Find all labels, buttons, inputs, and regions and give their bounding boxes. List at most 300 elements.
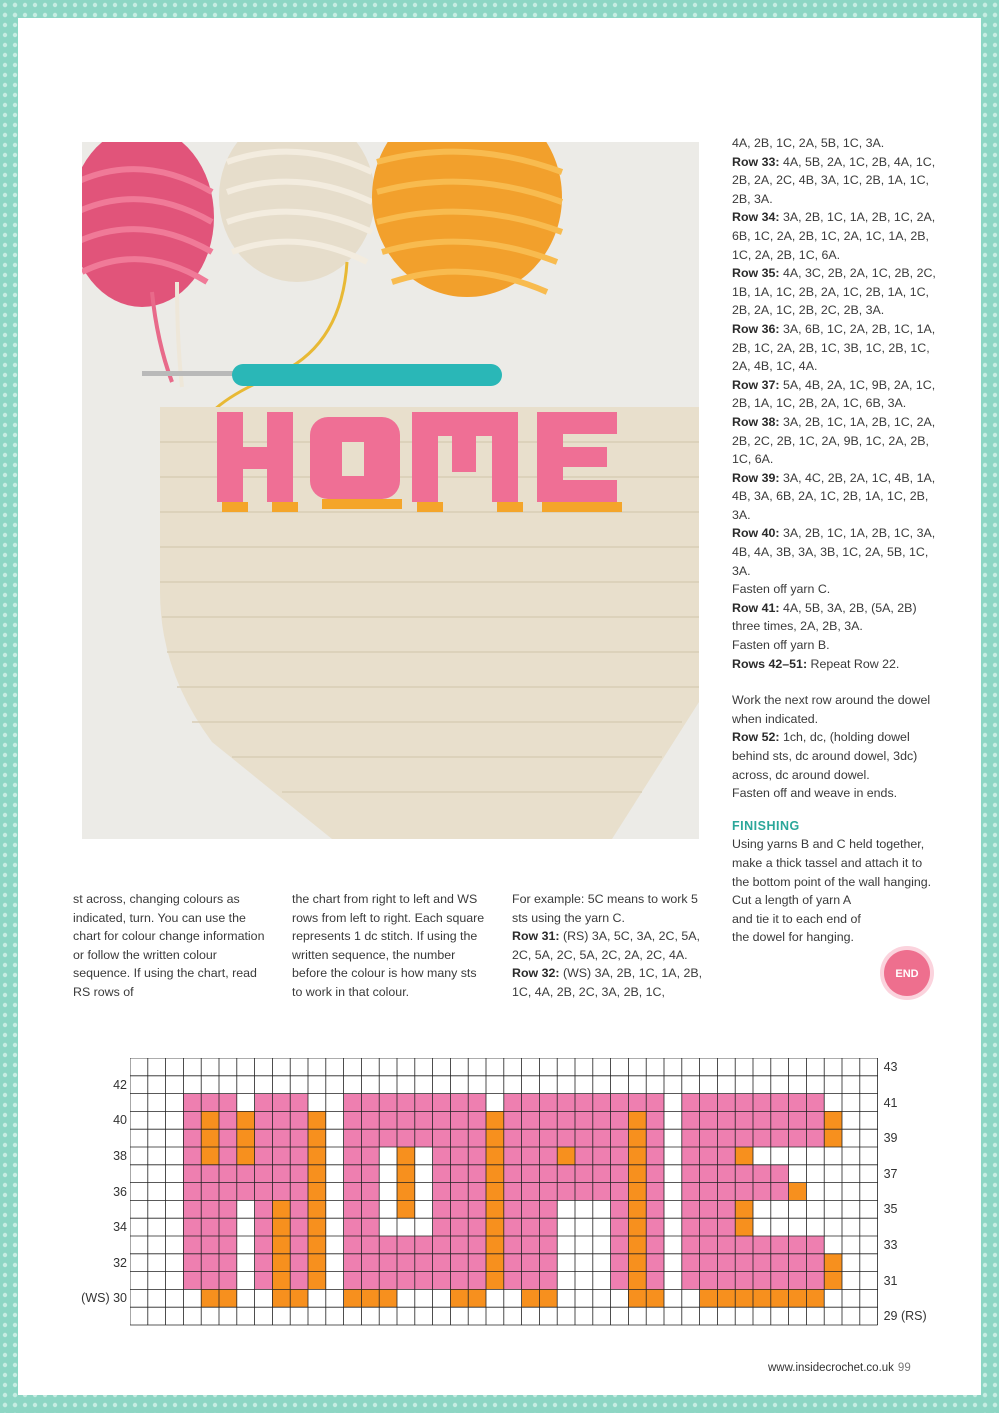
pattern-row-text: 3A, 6B, 1C, 2A, 2B, 1C, 1A, 2B, 1C, 2A, 2B, 1C, 3B, 1C, 2B, 1C, 2A, 4B, 1C, 4A. xyxy=(732,321,936,374)
chart-cell xyxy=(361,1200,379,1218)
pattern-row-label: Row 40: xyxy=(732,526,780,541)
chart-cell xyxy=(539,1218,557,1236)
chart-cell xyxy=(557,1183,575,1201)
chart-cell xyxy=(522,1200,540,1218)
colour-chart-grid xyxy=(130,1058,880,1328)
chart-cell xyxy=(557,1129,575,1147)
pattern-row-text: 3A, 2B, 1C, 1A, 2B, 1C, 3A, 4B, 4A, 3B, 3A, 3B, 1C, 2A, 5B, 1C, 3A. xyxy=(732,526,936,578)
chart-cell xyxy=(735,1272,753,1290)
chart-cell xyxy=(433,1147,451,1165)
crochet-photo xyxy=(82,142,699,839)
chart-cell xyxy=(824,1129,842,1147)
chart-cell xyxy=(575,1129,593,1147)
chart-cell xyxy=(735,1289,753,1307)
chart-cell xyxy=(201,1111,219,1129)
chart-cell xyxy=(628,1236,646,1254)
chart-cell xyxy=(628,1200,646,1218)
chart-cell xyxy=(717,1129,735,1147)
chart-cell xyxy=(201,1272,219,1290)
chart-cell xyxy=(201,1165,219,1183)
chart-cell xyxy=(183,1094,201,1112)
chart-cell xyxy=(237,1129,255,1147)
chart-cell xyxy=(611,1254,629,1272)
chart-cell xyxy=(611,1129,629,1147)
chart-cell xyxy=(201,1147,219,1165)
chart-cell xyxy=(237,1183,255,1201)
chart-cell xyxy=(771,1254,789,1272)
chart-cell xyxy=(183,1147,201,1165)
chart-cell xyxy=(717,1165,735,1183)
chart-cell xyxy=(450,1218,468,1236)
chart-cell xyxy=(522,1272,540,1290)
chart-cell xyxy=(308,1111,326,1129)
chart-cell xyxy=(717,1254,735,1272)
chart-cell xyxy=(379,1111,397,1129)
chart-cell xyxy=(522,1165,540,1183)
chart-cell xyxy=(272,1183,290,1201)
chart-cell xyxy=(183,1183,201,1201)
chart-cell xyxy=(255,1236,273,1254)
chart-cell xyxy=(397,1165,415,1183)
chart-cell xyxy=(628,1254,646,1272)
chart-cell xyxy=(219,1111,237,1129)
chart-cell xyxy=(646,1111,664,1129)
chart-cell xyxy=(415,1272,433,1290)
chart-cell xyxy=(646,1183,664,1201)
pattern-row-label: Row 38: xyxy=(732,414,780,429)
chart-cell xyxy=(433,1183,451,1201)
chart-cell xyxy=(682,1129,700,1147)
chart-cell xyxy=(219,1236,237,1254)
chart-cell xyxy=(735,1218,753,1236)
chart-cell xyxy=(255,1165,273,1183)
pattern-row-label: Row 33: xyxy=(732,154,780,169)
chart-cell xyxy=(201,1094,219,1112)
chart-cell xyxy=(255,1129,273,1147)
pattern-row-text: Fasten off yarn B. xyxy=(732,638,830,653)
chart-cell xyxy=(806,1236,824,1254)
pattern-row-line xyxy=(732,636,942,655)
chart-cell xyxy=(700,1289,718,1307)
chart-cell xyxy=(557,1094,575,1112)
chart-cell xyxy=(700,1165,718,1183)
chart-row-label: 39 xyxy=(883,1131,898,1146)
chart-cell xyxy=(361,1111,379,1129)
chart-cell xyxy=(183,1111,201,1129)
chart-cell xyxy=(806,1094,824,1112)
chart-cell xyxy=(522,1254,540,1272)
chart-cell xyxy=(290,1147,308,1165)
chart-cell xyxy=(450,1272,468,1290)
chart-cell xyxy=(308,1165,326,1183)
chart-cell xyxy=(646,1272,664,1290)
chart-cell xyxy=(753,1272,771,1290)
chart-cell xyxy=(433,1111,451,1129)
chart-cell xyxy=(433,1236,451,1254)
chart-cell xyxy=(486,1272,504,1290)
footer-url: www.insidecrochet.co.uk xyxy=(768,1362,894,1374)
chart-cell xyxy=(272,1289,290,1307)
chart-cell xyxy=(753,1254,771,1272)
chart-cell xyxy=(272,1165,290,1183)
pattern-row-label: Row 41: xyxy=(732,600,780,615)
chart-cell xyxy=(539,1094,557,1112)
pattern-row-text: 5A, 4B, 2A, 1C, 9B, 2A, 1C, 2B, 1A, 1C, 2B, 2A, 1C, 6B, 3A. xyxy=(732,377,936,411)
chart-cell xyxy=(219,1254,237,1272)
pattern-row-line xyxy=(732,376,942,413)
chart-cell xyxy=(539,1272,557,1290)
pattern-row-label: Row 39: xyxy=(732,470,780,485)
chart-cell xyxy=(628,1111,646,1129)
chart-cell xyxy=(308,1236,326,1254)
chart-cell xyxy=(735,1236,753,1254)
chart-row-label: 35 xyxy=(883,1202,898,1217)
chart-cell xyxy=(379,1094,397,1112)
pattern-rows xyxy=(732,134,942,673)
chart-cell xyxy=(433,1272,451,1290)
chart-cell xyxy=(379,1129,397,1147)
chart-cell xyxy=(717,1218,735,1236)
chart-cell xyxy=(682,1094,700,1112)
chart-cell xyxy=(646,1147,664,1165)
chart-cell xyxy=(700,1218,718,1236)
chart-cell xyxy=(504,1129,522,1147)
chart-cell xyxy=(397,1094,415,1112)
chart-cell xyxy=(433,1129,451,1147)
chart-cell xyxy=(255,1254,273,1272)
pattern-row-text: 3A, 4C, 2B, 2A, 1C, 4B, 1A, 4B, 3A, 6B, 2A, 1C, 2B, 1A, 1C, 2B, 3A. xyxy=(732,470,936,522)
chart-cell xyxy=(486,1147,504,1165)
chart-cell xyxy=(735,1111,753,1129)
chart-cell xyxy=(806,1129,824,1147)
pattern-row-text: 3A, 2B, 1C, 1A, 2B, 1C, 2A, 2B, 2C, 2B, 1C, 2A, 9B, 1C, 2A, 2B, 1C, 6A. xyxy=(732,414,936,467)
chart-cell xyxy=(183,1129,201,1147)
chart-cell xyxy=(504,1254,522,1272)
chart-cell xyxy=(468,1094,486,1112)
chart-cell xyxy=(735,1129,753,1147)
chart-cell xyxy=(486,1129,504,1147)
chart-cell xyxy=(806,1111,824,1129)
chart-cell xyxy=(486,1111,504,1129)
chart-cell xyxy=(415,1111,433,1129)
pattern-row-text: Fasten off yarn C. xyxy=(732,582,831,597)
chart-cell xyxy=(611,1183,629,1201)
chart-cell xyxy=(237,1165,255,1183)
chart-cell xyxy=(290,1272,308,1290)
chart-cell xyxy=(575,1147,593,1165)
chart-cell xyxy=(557,1111,575,1129)
chart-cell xyxy=(468,1111,486,1129)
pattern-row-label: Row 34: xyxy=(732,210,780,225)
chart-row-label: 41 xyxy=(883,1095,898,1110)
chart-cell xyxy=(468,1147,486,1165)
page-number: 99 xyxy=(897,1362,911,1374)
chart-cell xyxy=(450,1254,468,1272)
chart-cell xyxy=(753,1111,771,1129)
chart-cell xyxy=(611,1218,629,1236)
chart-cell xyxy=(771,1289,789,1307)
dowel-intro: Work the next row around the dowel when indicated. xyxy=(732,693,931,726)
chart-cell xyxy=(361,1218,379,1236)
chart-cell xyxy=(290,1218,308,1236)
chart-cell xyxy=(771,1094,789,1112)
chart-cell xyxy=(771,1236,789,1254)
chart-cell xyxy=(486,1254,504,1272)
chart-cell xyxy=(183,1218,201,1236)
chart-cell xyxy=(611,1272,629,1290)
row-31 xyxy=(512,927,712,964)
chart-cell xyxy=(468,1289,486,1307)
chart-cell xyxy=(183,1200,201,1218)
chart-cell xyxy=(504,1218,522,1236)
chart-row-label: 33 xyxy=(883,1238,898,1252)
chart-cell xyxy=(628,1218,646,1236)
chart-cell xyxy=(237,1111,255,1129)
chart-cell xyxy=(272,1218,290,1236)
example-text: For example: 5C means to work 5 sts using the yarn C. xyxy=(512,892,698,925)
chart-cell xyxy=(682,1236,700,1254)
chart-cell xyxy=(735,1254,753,1272)
chart-cell xyxy=(272,1129,290,1147)
chart-cell xyxy=(789,1254,807,1272)
chart-cell xyxy=(361,1147,379,1165)
chart-cell xyxy=(219,1289,237,1307)
pattern-row-line xyxy=(732,208,942,264)
chart-cell xyxy=(628,1147,646,1165)
chart-cell xyxy=(308,1218,326,1236)
chart-cell xyxy=(255,1094,273,1112)
chart-cell xyxy=(468,1254,486,1272)
chart-cell xyxy=(806,1272,824,1290)
chart-cell xyxy=(397,1183,415,1201)
chart-cell xyxy=(753,1129,771,1147)
chart-cell xyxy=(771,1272,789,1290)
pattern-row-text: 4A, 3C, 2B, 2A, 1C, 2B, 2C, 1B, 1A, 1C, 2B, 2A, 1C, 2B, 1A, 1C, 2B, 2A, 1C, 2B, 2C, 2B, 3A. xyxy=(732,266,936,318)
text-column-1: st across, changing colours as indicated, turn. You can use the chart for colour change information or follow the written colour sequence. If using the chart, read RS rows of xyxy=(73,892,265,999)
pattern-row-label: Row 36: xyxy=(732,321,780,336)
chart-cell xyxy=(735,1147,753,1165)
chart-cell xyxy=(272,1254,290,1272)
pattern-row-text: 3A, 2B, 1C, 1A, 2B, 1C, 2A, 6B, 1C, 2A, 2B, 1C, 2A, 1C, 1A, 2B, 1C, 2A, 2B, 1C, 6A. xyxy=(732,210,936,262)
chart-cell xyxy=(219,1129,237,1147)
chart-cell xyxy=(682,1254,700,1272)
chart-cell xyxy=(361,1272,379,1290)
chart-cell xyxy=(290,1183,308,1201)
chart-cell xyxy=(344,1254,362,1272)
chart-row-label: 31 xyxy=(883,1273,898,1288)
chart-cell xyxy=(344,1236,362,1254)
chart-cell xyxy=(415,1254,433,1272)
chart-cell xyxy=(522,1129,540,1147)
chart-cell xyxy=(415,1129,433,1147)
text-column-2: the chart from right to left and WS rows from left to right. Each square represents 1 dc stitch. If using the written sequence, the number before the colour is how many sts to work in that colour. xyxy=(292,892,485,999)
chart-cell xyxy=(611,1200,629,1218)
chart-cell xyxy=(522,1218,540,1236)
chart-cell xyxy=(682,1111,700,1129)
chart-cell xyxy=(717,1289,735,1307)
chart-cell xyxy=(682,1183,700,1201)
chart-cell xyxy=(433,1254,451,1272)
chart-cell xyxy=(593,1111,611,1129)
chart-cell xyxy=(753,1236,771,1254)
chart-cell xyxy=(593,1183,611,1201)
chart-cell xyxy=(717,1236,735,1254)
chart-cell xyxy=(344,1272,362,1290)
chart-cell xyxy=(593,1147,611,1165)
chart-cell xyxy=(219,1218,237,1236)
chart-cell xyxy=(397,1147,415,1165)
chart-row-label: (WS) 30 xyxy=(81,1291,127,1306)
chart-cell xyxy=(272,1094,290,1112)
chart-cell xyxy=(700,1129,718,1147)
chart-cell xyxy=(468,1218,486,1236)
chart-cell xyxy=(611,1111,629,1129)
chart-cell xyxy=(717,1094,735,1112)
chart-cell xyxy=(450,1236,468,1254)
chart-cell xyxy=(272,1272,290,1290)
chart-cell xyxy=(468,1165,486,1183)
chart-cell xyxy=(646,1289,664,1307)
chart-cell xyxy=(504,1111,522,1129)
chart-cell xyxy=(682,1218,700,1236)
chart-cell xyxy=(700,1272,718,1290)
chart-cell xyxy=(504,1236,522,1254)
finishing-heading: FINISHING xyxy=(732,818,800,833)
chart-cell xyxy=(290,1129,308,1147)
pattern-row-line xyxy=(732,599,942,636)
chart-cell xyxy=(593,1165,611,1183)
chart-cell xyxy=(753,1183,771,1201)
chart-cell xyxy=(575,1111,593,1129)
chart-cell xyxy=(344,1111,362,1129)
chart-row-label: 36 xyxy=(113,1184,127,1199)
chart-cell xyxy=(522,1236,540,1254)
chart-cell xyxy=(557,1165,575,1183)
chart-row-label: 43 xyxy=(883,1060,898,1074)
chart-cell xyxy=(450,1289,468,1307)
chart-row-label: 40 xyxy=(113,1113,127,1128)
chart-cell xyxy=(379,1236,397,1254)
chart-cell xyxy=(735,1165,753,1183)
chart-cell xyxy=(646,1094,664,1112)
chart-cell xyxy=(504,1200,522,1218)
chart-cell xyxy=(717,1272,735,1290)
chart-cell xyxy=(201,1289,219,1307)
chart-cell xyxy=(450,1147,468,1165)
row-31-label: Row 31: xyxy=(512,929,560,944)
pattern-row-text: Repeat Row 22. xyxy=(807,656,900,671)
chart-cell xyxy=(522,1289,540,1307)
chart-cell xyxy=(682,1147,700,1165)
chart-cell xyxy=(824,1254,842,1272)
chart-cell xyxy=(272,1236,290,1254)
chart-cell xyxy=(255,1111,273,1129)
chart-cell xyxy=(344,1183,362,1201)
chart-cell xyxy=(397,1111,415,1129)
chart-cell xyxy=(628,1289,646,1307)
chart-cell xyxy=(789,1183,807,1201)
chart-cell xyxy=(646,1236,664,1254)
chart-row-label: 42 xyxy=(113,1077,127,1092)
chart-cell xyxy=(361,1289,379,1307)
chart-cell xyxy=(682,1200,700,1218)
pattern-row-line xyxy=(732,264,942,320)
chart-cell xyxy=(522,1183,540,1201)
chart-cell xyxy=(308,1272,326,1290)
chart-cell xyxy=(575,1094,593,1112)
chart-cell xyxy=(771,1165,789,1183)
chart-cell xyxy=(611,1094,629,1112)
chart-cell xyxy=(646,1129,664,1147)
chart-cell xyxy=(700,1183,718,1201)
row-32-label: Row 32: xyxy=(512,966,560,981)
chart-cell xyxy=(593,1129,611,1147)
pattern-row-label: Rows 42–51: xyxy=(732,656,808,671)
chart-cell xyxy=(628,1165,646,1183)
text-column-3 xyxy=(512,890,712,1002)
chart-cell xyxy=(344,1147,362,1165)
row-52-label: Row 52: xyxy=(732,730,780,745)
chart-cell xyxy=(183,1254,201,1272)
chart-cell xyxy=(255,1218,273,1236)
chart-cell xyxy=(700,1200,718,1218)
pattern-row-line xyxy=(732,469,942,525)
chart-cell xyxy=(700,1236,718,1254)
chart-cell xyxy=(450,1129,468,1147)
pattern-instructions-column xyxy=(732,134,942,947)
chart-cell xyxy=(255,1147,273,1165)
chart-cell xyxy=(344,1129,362,1147)
chart-cell xyxy=(361,1165,379,1183)
chart-cell xyxy=(771,1183,789,1201)
chart-cell xyxy=(344,1094,362,1112)
chart-cell xyxy=(397,1236,415,1254)
chart-cell xyxy=(504,1165,522,1183)
chart-cell xyxy=(219,1200,237,1218)
chart-cell xyxy=(753,1165,771,1183)
chart-cell xyxy=(717,1111,735,1129)
chart-cell xyxy=(611,1236,629,1254)
chart-cell xyxy=(361,1094,379,1112)
chart-cell xyxy=(646,1200,664,1218)
chart-cell xyxy=(344,1218,362,1236)
chart-cell xyxy=(308,1183,326,1201)
chart-cell xyxy=(522,1147,540,1165)
chart-cell xyxy=(628,1183,646,1201)
chart-cell xyxy=(735,1183,753,1201)
chart-cell xyxy=(628,1094,646,1112)
chart-cell xyxy=(539,1254,557,1272)
chart-cell xyxy=(379,1272,397,1290)
pattern-row-line xyxy=(732,320,942,376)
chart-cell xyxy=(450,1094,468,1112)
chart-cell xyxy=(522,1111,540,1129)
chart-cell xyxy=(450,1111,468,1129)
pattern-row-line xyxy=(732,413,942,469)
chart-cell xyxy=(255,1200,273,1218)
chart-cell xyxy=(201,1200,219,1218)
chart-cell xyxy=(290,1165,308,1183)
fasten-off-weave: Fasten off and weave in ends. xyxy=(732,786,898,801)
chart-cell xyxy=(789,1236,807,1254)
chart-cell xyxy=(575,1183,593,1201)
row-52 xyxy=(732,728,942,784)
chart-cell xyxy=(522,1094,540,1112)
chart-cell xyxy=(183,1236,201,1254)
chart-cell xyxy=(308,1129,326,1147)
chart-cell xyxy=(700,1254,718,1272)
pattern-row-text: 4A, 2B, 1C, 2A, 5B, 1C, 3A. xyxy=(732,136,885,150)
